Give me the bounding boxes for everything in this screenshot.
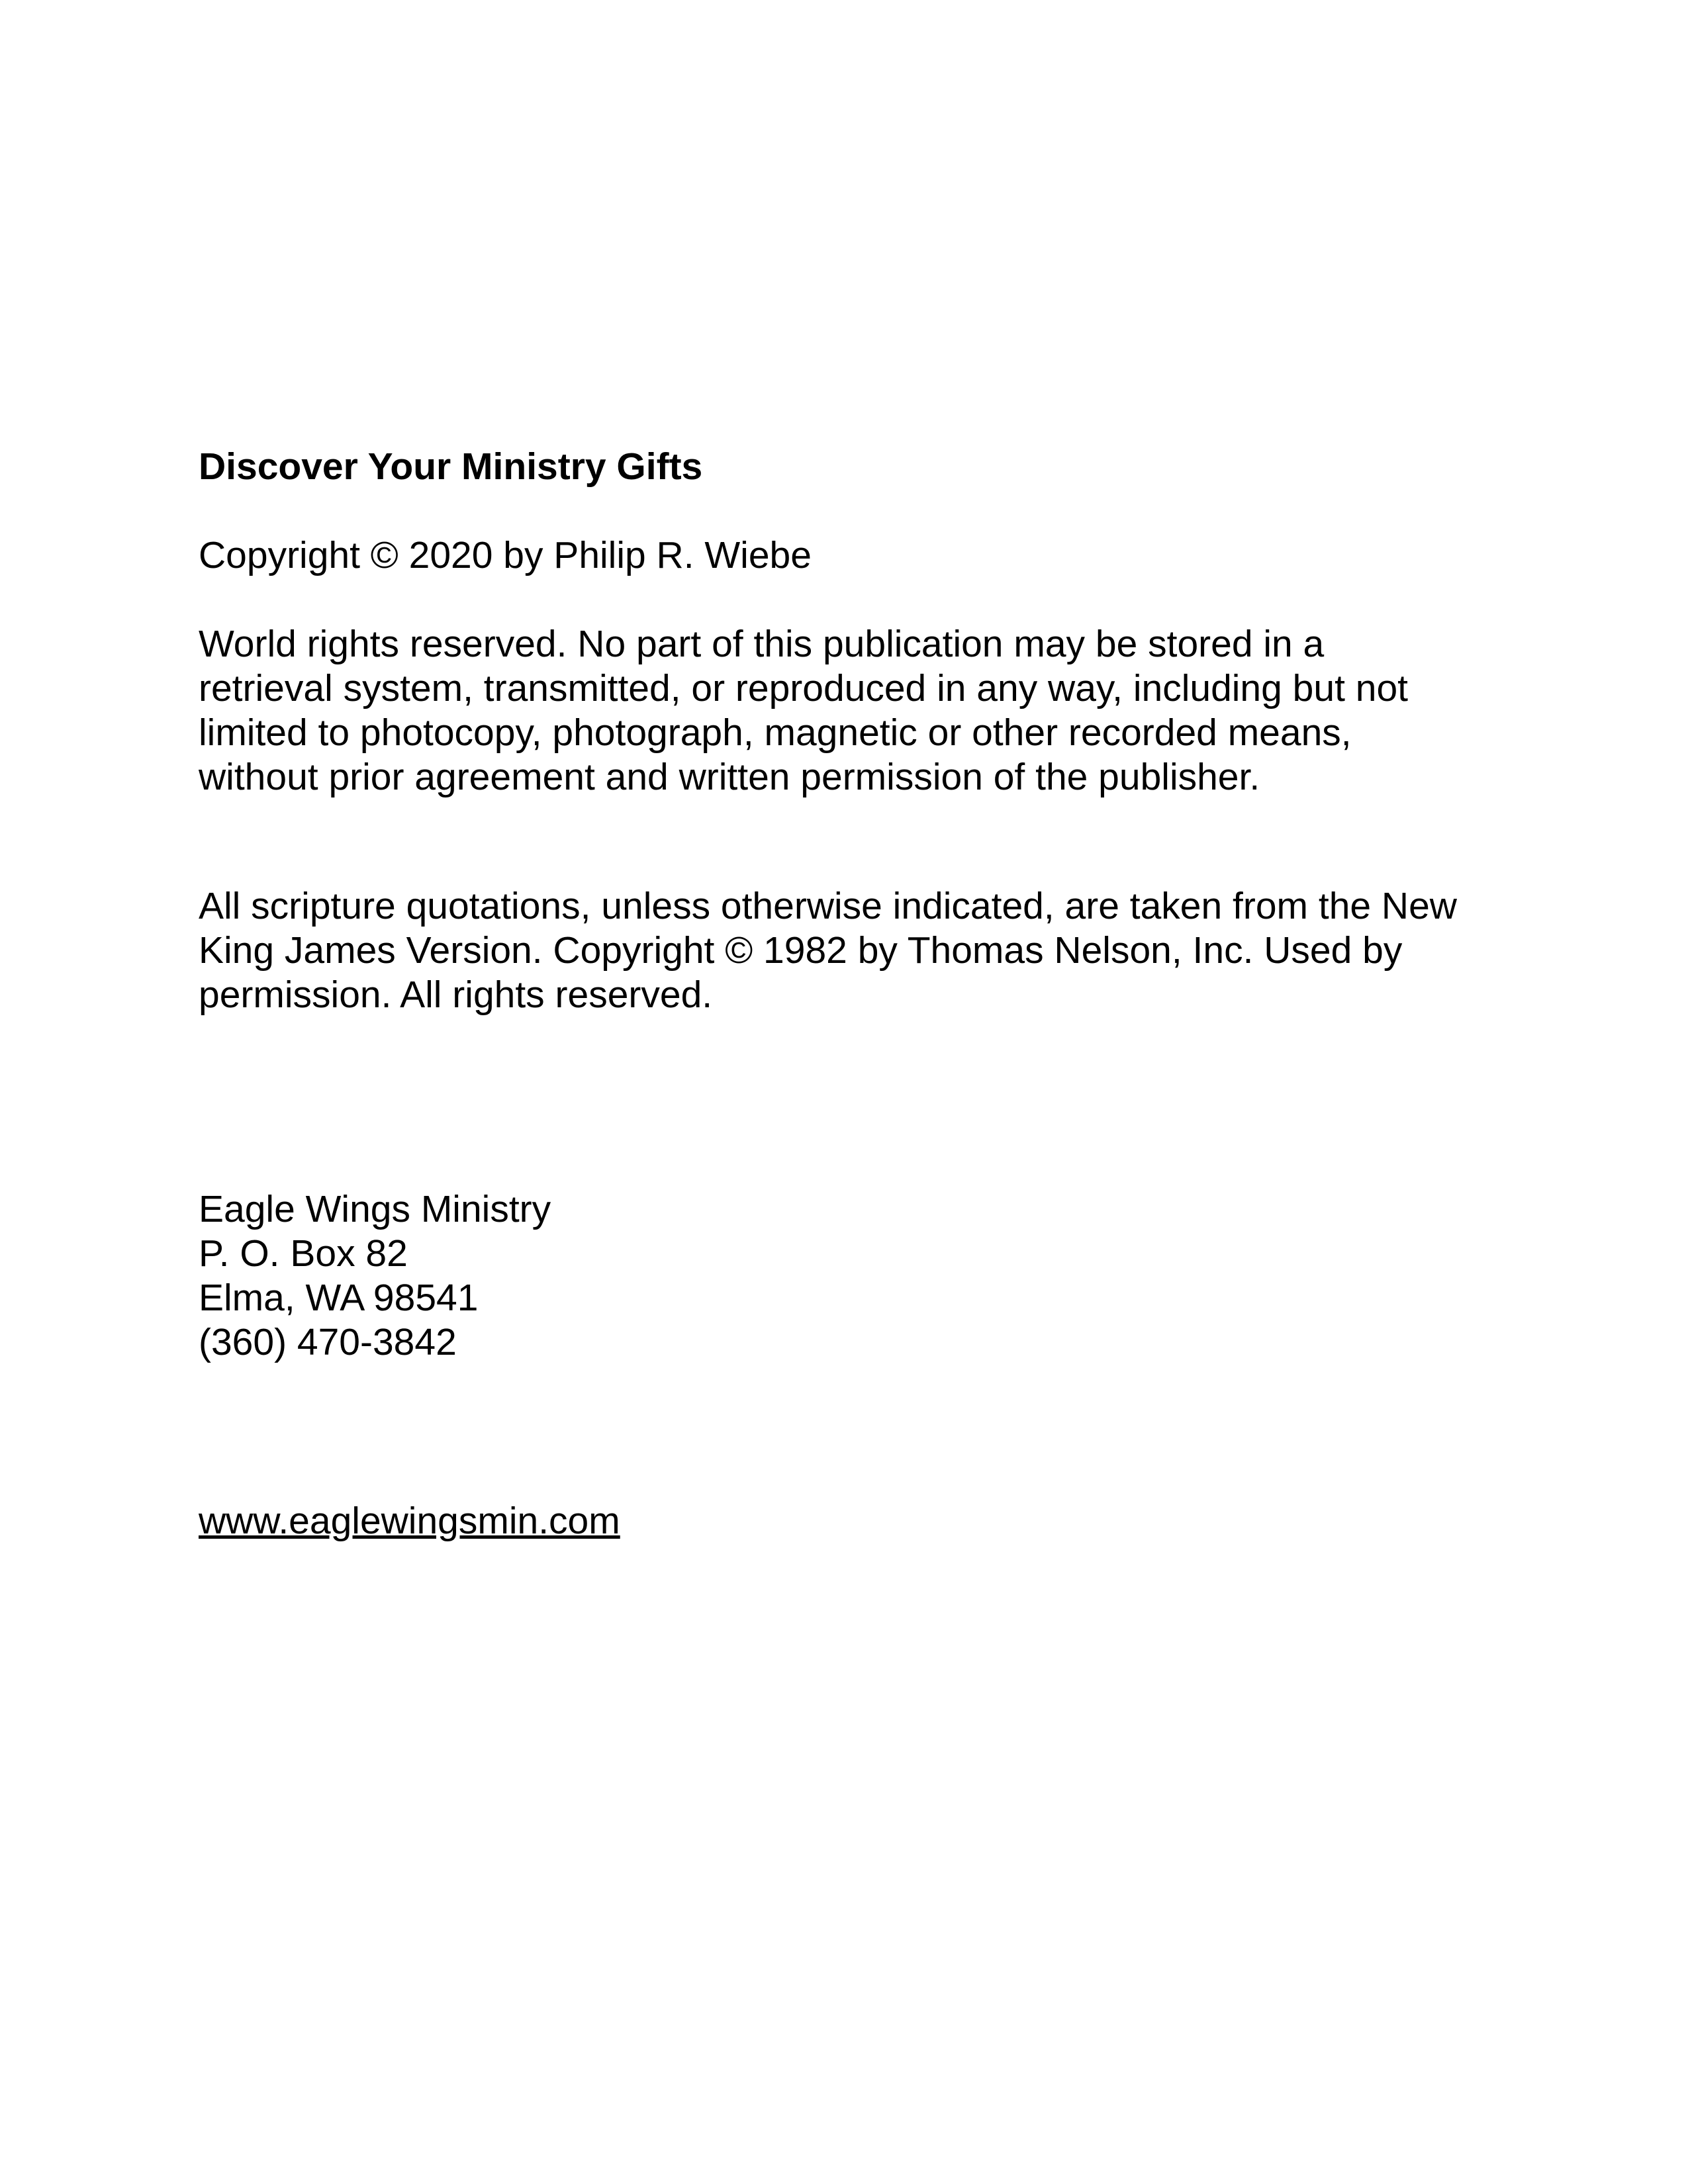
publisher-address: [199, 1187, 1516, 1365]
rights-line: without prior agreement and written permission of the publisher.: [199, 756, 1260, 798]
scripture-line: King James Version. Copyright © 1982 by Thomas Nelson, Inc. Used by: [199, 929, 1403, 972]
phone-number: (360) 470-3842: [199, 1321, 457, 1363]
rights-line: retrieval system, transmitted, or reproduced in any way, including but not: [199, 667, 1408, 709]
rights-line: limited to photocopy, photograph, magnetic or other recorded means,: [199, 711, 1352, 754]
scripture-line: permission. All rights reserved.: [199, 974, 713, 1016]
po-box: P. O. Box 82: [199, 1232, 408, 1275]
rights-paragraph: [199, 622, 1516, 799]
scripture-line: All scripture quotations, unless otherwise indicated, are taken from the New: [199, 885, 1457, 927]
scripture-paragraph: [199, 884, 1516, 1017]
city-state-zip: Elma, WA 98541: [199, 1277, 479, 1319]
website-link[interactable]: www.eaglewingsmin.com: [199, 1500, 620, 1542]
rights-line: World rights reserved. No part of this publication may be stored in a: [199, 623, 1325, 665]
book-title: Discover Your Ministry Gifts: [199, 445, 703, 488]
publisher-name: Eagle Wings Ministry: [199, 1188, 551, 1230]
copyright-notice: Copyright © 2020 by Philip R. Wiebe: [199, 534, 812, 576]
